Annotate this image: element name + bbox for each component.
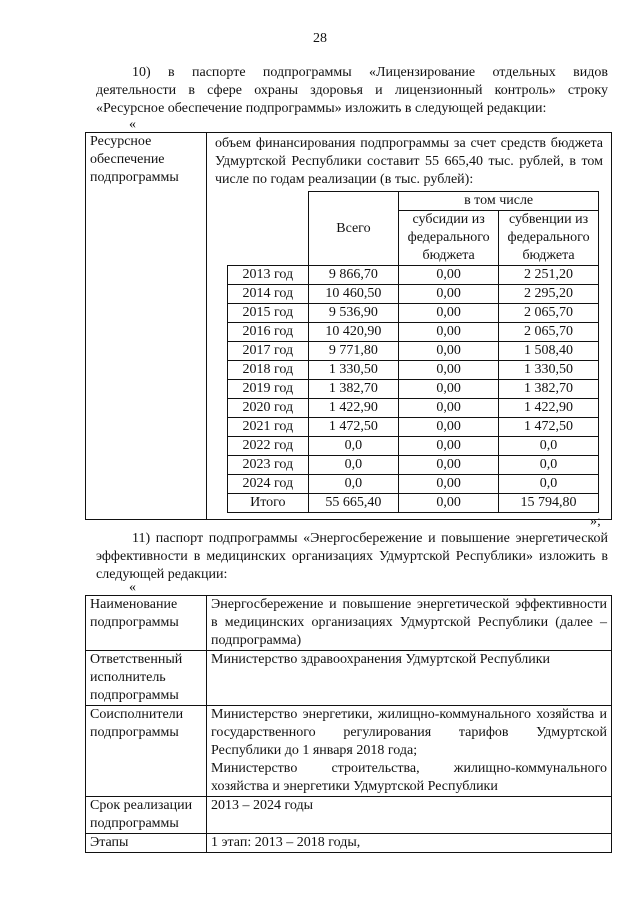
finance-row xyxy=(228,323,599,342)
finance-total: 55 665,40 xyxy=(308,494,399,513)
passport-value-executor: Министерство здравоохранения Удмуртской Республики xyxy=(207,651,612,706)
finance-year: 2016 год xyxy=(228,323,309,342)
finance-subsidy: 0,00 xyxy=(399,266,499,285)
finance-year: 2017 год xyxy=(228,342,309,361)
finance-year: 2019 год xyxy=(228,380,309,399)
coexecutor-1: Министерство энергетики, жилищно-коммунального хозяйства и государственного регулирования тарифов Удмуртской Республики до 1 января 2018 года; xyxy=(211,707,607,758)
finance-year: 2023 год xyxy=(228,456,309,475)
finance-header-sub2: субвенции из федерального бюджета xyxy=(499,211,599,266)
finance-subvention: 15 794,80 xyxy=(499,494,599,513)
finance-subvention: 1 382,70 xyxy=(499,380,599,399)
finance-total: 10 460,50 xyxy=(308,285,399,304)
finance-row xyxy=(228,285,599,304)
quote-open-11: « xyxy=(129,580,136,595)
finance-row xyxy=(228,418,599,437)
finance-subsidy: 0,00 xyxy=(399,399,499,418)
finance-total: 9 536,90 xyxy=(308,304,399,323)
finance-row xyxy=(228,437,599,456)
passport-label-stages: Этапы xyxy=(86,834,207,853)
passport-label-term: Срок реализации подпрограммы xyxy=(86,797,207,834)
finance-year: 2014 год xyxy=(228,285,309,304)
finance-year: 2024 год xyxy=(228,475,309,494)
finance-year: 2013 год xyxy=(228,266,309,285)
finance-header-blank xyxy=(228,192,309,266)
resource-table xyxy=(85,132,612,520)
passport-row xyxy=(86,706,612,797)
quote-open-10: « xyxy=(129,117,136,132)
finance-total: 1 330,50 xyxy=(308,361,399,380)
page-number: 28 xyxy=(313,31,327,46)
finance-subsidy: 0,00 xyxy=(399,475,499,494)
finance-subvention: 1 422,90 xyxy=(499,399,599,418)
finance-subvention: 2 295,20 xyxy=(499,285,599,304)
finance-subsidy: 0,00 xyxy=(399,494,499,513)
finance-total: 10 420,90 xyxy=(308,323,399,342)
finance-row xyxy=(228,361,599,380)
finance-subsidy: 0,00 xyxy=(399,342,499,361)
finance-subvention: 1 508,40 xyxy=(499,342,599,361)
finance-header-total: Всего xyxy=(308,192,399,266)
finance-row xyxy=(228,266,599,285)
finance-total: 0,0 xyxy=(308,456,399,475)
finance-subvention: 1 472,50 xyxy=(499,418,599,437)
finance-subvention: 1 330,50 xyxy=(499,361,599,380)
item-10-paragraph xyxy=(96,64,608,118)
finance-subsidy: 0,00 xyxy=(399,285,499,304)
passport-label-executor: Ответственный исполнитель подпрограммы xyxy=(86,651,207,706)
passport-value-stages: 1 этап: 2013 – 2018 годы, xyxy=(207,834,612,853)
finance-row xyxy=(228,304,599,323)
resource-row-label: Ресурсное обеспечение подпрограммы xyxy=(86,133,207,520)
finance-header-sub1: субсидии из федерального бюджета xyxy=(399,211,499,266)
finance-total: 1 422,90 xyxy=(308,399,399,418)
finance-year: 2018 год xyxy=(228,361,309,380)
passport-value-term: 2013 – 2024 годы xyxy=(207,797,612,834)
finance-subsidy: 0,00 xyxy=(399,437,499,456)
passport-row xyxy=(86,834,612,853)
passport-row xyxy=(86,651,612,706)
passport-table xyxy=(85,595,612,853)
finance-total: 0,0 xyxy=(308,475,399,494)
finance-total: 1 382,70 xyxy=(308,380,399,399)
finance-subvention: 0,0 xyxy=(499,437,599,456)
resource-row-content xyxy=(207,133,612,520)
finance-row xyxy=(228,380,599,399)
finance-row xyxy=(228,475,599,494)
finance-total: 1 472,50 xyxy=(308,418,399,437)
finance-total: 0,0 xyxy=(308,437,399,456)
coexecutor-2: Министерство строительства, жилищно-коммунального хозяйства и энергетики Удмуртской Республики xyxy=(211,761,607,794)
finance-subsidy: 0,00 xyxy=(399,380,499,399)
finance-total: 9 866,70 xyxy=(308,266,399,285)
finance-year: 2022 год xyxy=(228,437,309,456)
finance-year: 2015 год xyxy=(228,304,309,323)
finance-subsidy: 0,00 xyxy=(399,418,499,437)
finance-subvention: 0,0 xyxy=(499,475,599,494)
finance-subvention: 2 251,20 xyxy=(499,266,599,285)
finance-subvention: 2 065,70 xyxy=(499,323,599,342)
finance-subsidy: 0,00 xyxy=(399,456,499,475)
passport-value-coexecutors xyxy=(207,706,612,797)
finance-year: 2021 год xyxy=(228,418,309,437)
passport-row xyxy=(86,797,612,834)
item-10-text: 10) в паспорте подпрограммы «Лицензирование отдельных видов деятельности в сфере охраны здоровья и лицензионный контроль» строку «Ресурсное обеспечение подпрограммы» изложить в следующей редакции: xyxy=(96,65,608,116)
finance-subsidy: 0,00 xyxy=(399,304,499,323)
finance-row xyxy=(228,399,599,418)
passport-label-coexecutors: Соисполнители подпрограммы xyxy=(86,706,207,797)
passport-label-name: Наименование подпрограммы xyxy=(86,596,207,651)
resource-intro: объем финансирования подпрограммы за счет средств бюджета Удмуртской Республики составит 55 665,40 тыс. рублей, в том числе по годам реализации (в тыс. рублей): xyxy=(215,136,603,187)
finance-total: 9 771,80 xyxy=(308,342,399,361)
finance-row xyxy=(228,342,599,361)
quote-close-10: »; xyxy=(590,514,601,529)
item-11-paragraph xyxy=(96,530,608,584)
passport-value-name: Энергосбережение и повышение энергетической эффективности в медицинских организациях Удмуртской Республики (далее – подпрограмма) xyxy=(207,596,612,651)
finance-subsidy: 0,00 xyxy=(399,361,499,380)
finance-subvention: 0,0 xyxy=(499,456,599,475)
item-11-text: 11) паспорт подпрограммы «Энергосбережение и повышение энергетической эффективности в медицинских организациях Удмуртской Республики» изложить в следующей редакции: xyxy=(96,531,608,582)
finance-header-group: в том числе xyxy=(399,192,599,211)
finance-table xyxy=(227,191,599,513)
finance-year: 2020 год xyxy=(228,399,309,418)
finance-row xyxy=(228,494,599,513)
finance-subvention: 2 065,70 xyxy=(499,304,599,323)
finance-subsidy: 0,00 xyxy=(399,323,499,342)
finance-row xyxy=(228,456,599,475)
finance-year: Итого xyxy=(228,494,309,513)
passport-row xyxy=(86,596,612,651)
